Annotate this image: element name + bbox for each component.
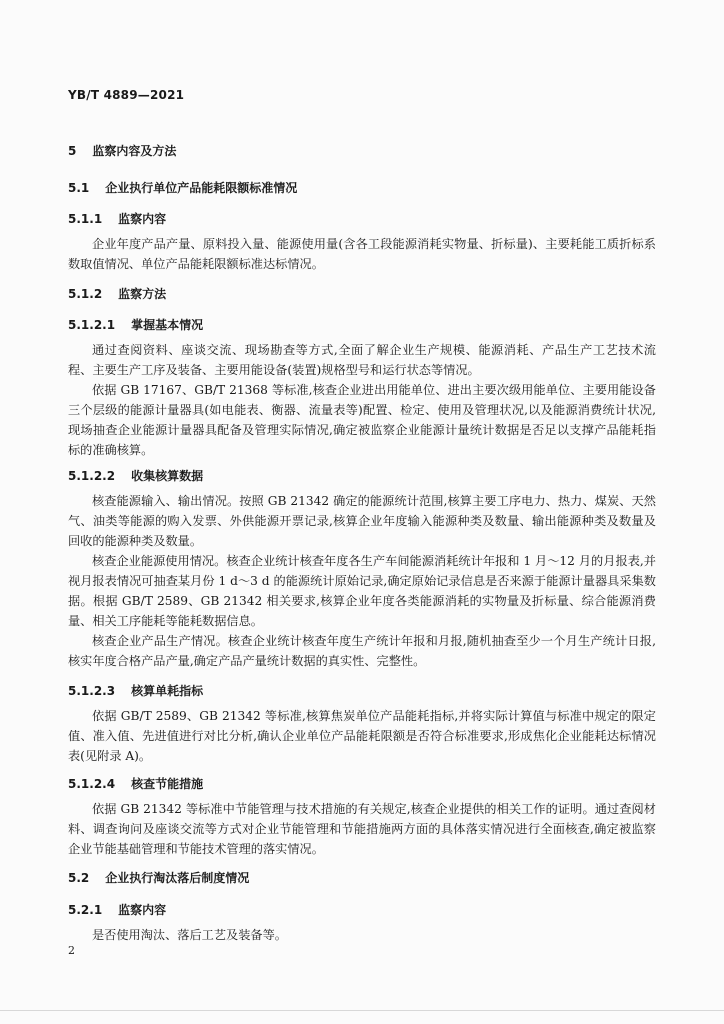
heading-title: 监察内容及方法 <box>92 144 177 158</box>
standard-code: YB/T 4889—2021 <box>68 88 185 102</box>
heading-number: 5.2.1 <box>68 903 103 917</box>
heading-number: 5.1.1 <box>68 212 103 226</box>
heading-5-1-2-4 <box>68 775 203 792</box>
heading-number: 5.1.2.1 <box>68 318 116 332</box>
heading-5-2 <box>68 869 249 886</box>
page-number: 2 <box>68 944 75 957</box>
heading-number: 5.1.2.4 <box>68 777 116 791</box>
paragraph: 企业年度产品产量、原料投入量、能源使用量(含各工段能源消耗实物量、折标量)、主要耗能工质折标系数取值情况、单位产品能耗限额标准达标情况。 <box>68 237 656 271</box>
heading-5-1-1 <box>68 210 166 227</box>
paragraph: 通过查阅资料、座谈交流、现场勘查等方式,全面了解企业生产规模、能源消耗、产品生产工艺技术流程、主要生产工序及装备、主要用能设备(装置)规格型号和运行状态等情况。 <box>68 343 656 377</box>
paragraph: 是否使用淘汰、落后工艺及装备等。 <box>92 928 287 942</box>
heading-5-1-2 <box>68 285 166 302</box>
heading-5-1-2-3 <box>68 682 203 699</box>
paragraph: 依据 GB 21342 等标准中节能管理与技术措施的有关规定,核查企业提供的相关工作的证明。通过查阅材料、调查询问及座谈交流等方式对企业节能管理和节能措施两方面的具体落实情况进行全面核查,确定被监察企业节能基础管理和节能技术管理的落实情况。 <box>68 802 656 856</box>
heading-title: 监察内容 <box>118 212 167 226</box>
heading-5-1-2-1 <box>68 316 203 333</box>
heading-5-1 <box>68 179 297 196</box>
paragraph: 核查企业能源使用情况。核查企业统计核查年度各生产车间能源消耗统计年报和 1 月～12 月的月报表,并视月报表情况可抽查某月份 1 d～3 d 的能源统计原始记录,确定原始记录信息是否来源于能源计量器具采集数据。根据 GB/T 2589、GB 21342 相关要求,核算企业年度各类能源消耗的实物量及折标量、综合能源消费量、相关工序能耗等能耗数据信息。 <box>68 554 656 628</box>
heading-number: 5.1.2.2 <box>68 469 116 483</box>
heading-title: 监察方法 <box>118 287 167 301</box>
heading-title: 掌握基本情况 <box>131 318 204 332</box>
heading-number: 5 <box>68 144 77 158</box>
heading-title: 收集核算数据 <box>131 469 204 483</box>
heading-number: 5.1 <box>68 181 90 195</box>
paragraph: 核查能源输入、输出情况。按照 GB 21342 确定的能源统计范围,核算主要工序电力、热力、煤炭、天然气、油类等能源的购入发票、外供能源开票记录,核算企业年度输入能源种类及数量、输出能源种类及数量及回收的能源种类及数量。 <box>68 494 656 548</box>
paragraph: 依据 GB 17167、GB/T 21368 等标准,核查企业进出用能单位、进出主要次级用能单位、主要用能设备三个层级的能源计量器具(如电能表、衡器、流量表等)配置、检定、使用及管理状况,以及能源消费统计状况,现场抽查企业能源计量器具配备及管理实际情况,确定被监察企业能源计量统计数据是否足以支撑产品能耗指标的准确核算。 <box>68 383 656 457</box>
heading-5-2-1 <box>68 901 166 918</box>
paragraph: 依据 GB/T 2589、GB 21342 等标准,核算焦炭单位产品能耗指标,并将实际计算值与标准中规定的限定值、准入值、先进值进行对比分析,确认企业单位产品能耗限额是否符合标准要求,形成焦化企业能耗达标情况表(见附录 A)。 <box>68 709 656 763</box>
page-bottom-rule <box>0 1010 724 1011</box>
heading-title: 监察内容 <box>118 903 167 917</box>
heading-title: 企业执行单位产品能耗限额标准情况 <box>105 181 298 195</box>
heading-title: 核查节能措施 <box>131 777 204 791</box>
heading-5-1-2-2 <box>68 467 203 484</box>
heading-number: 5.1.2.3 <box>68 684 116 698</box>
heading-5 <box>68 142 176 159</box>
paragraph: 核查企业产品生产情况。核查企业统计核查年度生产统计年报和月报,随机抽查至少一个月生产统计日报,核实年度合格产品产量,确定产品产量统计数据的真实性、完整性。 <box>68 634 656 668</box>
heading-number: 5.1.2 <box>68 287 103 301</box>
heading-number: 5.2 <box>68 871 90 885</box>
heading-title: 企业执行淘汰落后制度情况 <box>105 871 250 885</box>
heading-title: 核算单耗指标 <box>131 684 204 698</box>
